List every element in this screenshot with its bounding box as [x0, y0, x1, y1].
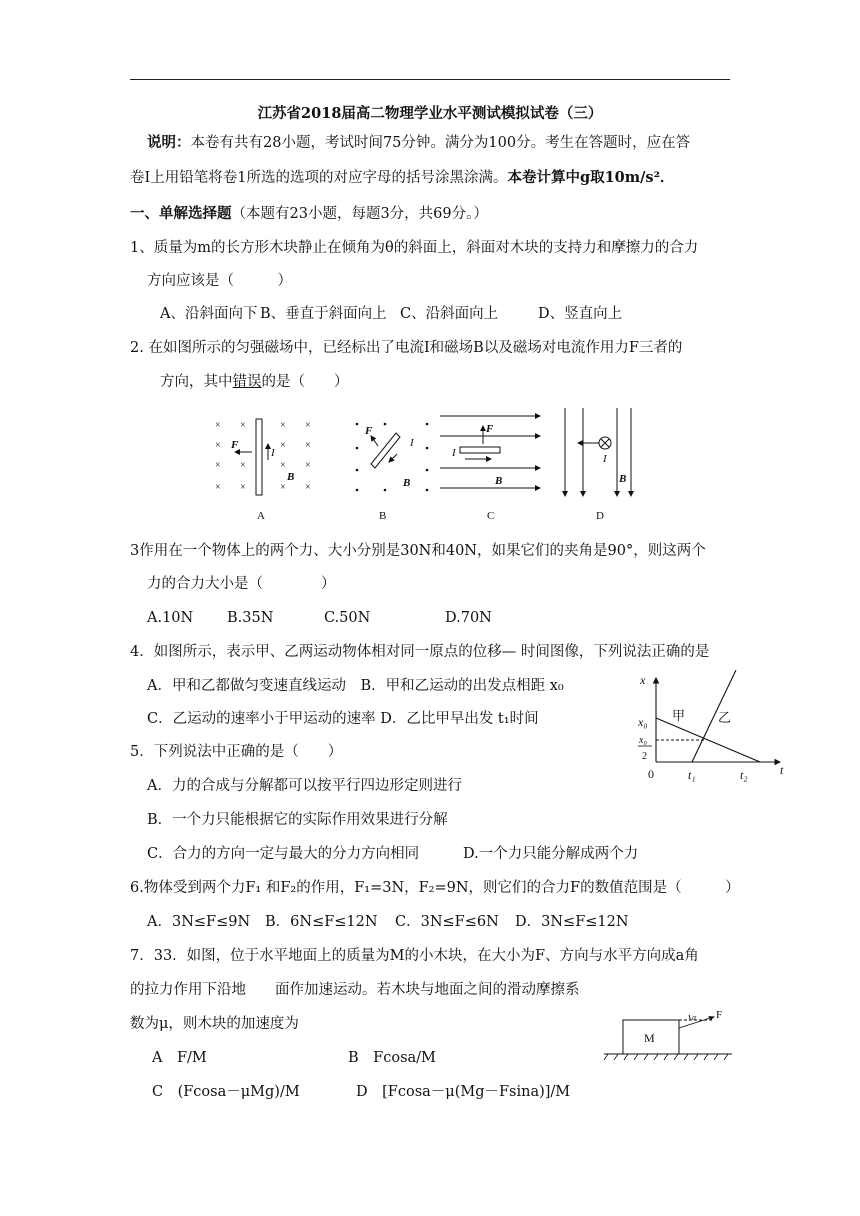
- q4-stem-1: 4．如图所示，表示甲、乙两运动物体相对同一原点的位移— 时间图像，下列说法正确的是: [130, 644, 710, 660]
- svg-text:×: ×: [240, 482, 246, 493]
- q3-option-d: D.70N: [445, 610, 492, 626]
- section-title: 一、单解选择题: [130, 205, 232, 222]
- q2-d-i: I: [603, 453, 607, 465]
- q2-a-i: I: [271, 447, 275, 459]
- q1-option-b: B、垂直于斜面向上: [260, 306, 387, 322]
- q2-c-f: F: [486, 423, 494, 435]
- q4-label-jia: 甲: [672, 708, 686, 723]
- q5-option-c: C．合力的方向一定与最大的分力方向相同: [147, 846, 420, 862]
- svg-text:×: ×: [280, 420, 286, 431]
- q7-stem-2: 的拉力作用下沿地 面作加速运动。若木块与地面之间的滑动摩擦系: [130, 982, 580, 998]
- q5-option-b: B．一个力只能根据它的实际作用效果进行分解: [147, 812, 448, 828]
- q5-option-a: A．力的合成与分解都可以按平行四边形定则进行: [147, 778, 462, 794]
- q2-stem-1: 2. 在如图所示的匀强磁场中，已经标出了电流I和磁场B以及磁场对电流作用力F三者的: [130, 340, 683, 356]
- q7-label-m: M: [644, 1031, 655, 1045]
- svg-text:×: ×: [280, 460, 286, 471]
- q4-label-t1: t₁: [688, 768, 696, 782]
- q7-option-c: C (Fcosa－μMg)/M: [152, 1084, 300, 1100]
- section-note: （本题有23小题，每题3分，共69分。）: [231, 206, 488, 222]
- q4-xt-graph: [632, 670, 792, 788]
- q2-stem-2b: 的是（ ）: [261, 374, 349, 390]
- q4-label-half-num: x₀: [639, 735, 647, 746]
- svg-text:×: ×: [305, 420, 311, 431]
- q2-stem-2a: 方向，其中: [160, 374, 233, 390]
- q4-label-x: x: [640, 673, 646, 687]
- page-title: 江苏省2018届高二物理学业水平测试模拟试卷（三）: [257, 105, 603, 122]
- q3-option-a: A.10N: [147, 610, 194, 626]
- q3-stem-2: 力的合力大小是（ ）: [147, 576, 336, 592]
- q2-figures: [205, 404, 635, 526]
- q6-option-b: B．6N≤F≤12N: [265, 914, 378, 930]
- q7-block-figure: [600, 1010, 735, 1062]
- svg-text:×: ×: [215, 420, 221, 431]
- svg-text:×: ×: [305, 440, 311, 451]
- q3-option-c: C.50N: [324, 610, 371, 626]
- q7-option-a: A F/M: [152, 1050, 207, 1066]
- q3-option-b: B.35N: [227, 610, 274, 626]
- q2-c-b: B: [495, 475, 503, 487]
- q4-label-origin: 0: [648, 767, 654, 781]
- svg-text:×: ×: [280, 482, 286, 493]
- svg-text:×: ×: [240, 420, 246, 431]
- q1-option-a: A、沿斜面向下: [160, 306, 258, 322]
- q2-label-c: C: [487, 510, 495, 522]
- intro-line-2: [130, 168, 674, 188]
- svg-text:×: ×: [280, 440, 286, 451]
- q5-options-cd: [147, 844, 638, 864]
- q1-option-c: C、沿斜面向上: [400, 306, 499, 322]
- q2-c-i: I: [452, 447, 456, 459]
- svg-text:×: ×: [240, 460, 246, 471]
- q2-underline-word: 错误: [232, 374, 262, 390]
- q7-label-f: F: [716, 1010, 723, 1021]
- q7-label-alpha: α: [692, 1013, 697, 1022]
- q4-label-t2: t₂: [740, 768, 748, 782]
- svg-text:×: ×: [215, 482, 221, 493]
- q3-stem-1: 3作用在一个物体上的两个力、大小分别是30N和40N，如果它们的夹角是90°，则这两个: [130, 543, 706, 559]
- q2-label-d: D: [596, 510, 604, 522]
- svg-text:×: ×: [215, 440, 221, 451]
- q7-stem-3: 数为μ，则木块的加速度为: [130, 1016, 299, 1032]
- q2-figure-a: [215, 419, 311, 522]
- q2-figure-c: [440, 416, 540, 522]
- q2-figure-b: [356, 423, 429, 522]
- q5-option-d: D.一个力只能分解成两个力: [463, 846, 639, 862]
- q4-label-t: t: [780, 763, 784, 777]
- intro-g-note: 本卷计算中g取10m/s²．: [507, 169, 675, 186]
- q2-a-b: B: [287, 471, 295, 483]
- q2-a-f: F: [231, 439, 239, 451]
- q1-stem-2: 方向应该是（ ）: [147, 273, 292, 289]
- q6-stem: 6.物体受到两个力F₁ 和F₂的作用，F₁=3N，F₂=9N，则它们的合力F的数值范围是（ ）: [130, 880, 740, 896]
- q1-option-d: D、竖直向上: [538, 306, 623, 322]
- q4-label-x0: x₀: [638, 715, 648, 729]
- q6-option-d: D．3N≤F≤12N: [515, 914, 629, 930]
- q1-stem-1: 1、质量为m的长方形木块静止在倾角为θ的斜面上，斜面对木块的支持力和摩擦力的合力: [130, 240, 699, 256]
- q7-option-d: D [Fcosa－μ(Mg－Fsina)]/M: [356, 1084, 571, 1100]
- q5-stem: 5．下列说法中正确的是（ ）: [130, 744, 343, 760]
- intro-text-2: 卷Ⅰ上用铅笔将卷1所选的选项的对应字母的括号涂黑涂满。: [130, 170, 508, 186]
- q2-b-f: F: [365, 425, 373, 437]
- q7-options-ab: [152, 1048, 436, 1068]
- q4-options-cd: C．乙运动的速率小于甲运动的速率 D．乙比甲早出发 t₁时间: [147, 711, 539, 727]
- intro-text-1: 本卷有共有28小题，考试时间75分钟。满分为100分。考生在答题时，应在答: [190, 135, 691, 151]
- q7-options-cd: [152, 1082, 570, 1102]
- q2-stem-2: [160, 372, 349, 392]
- svg-text:×: ×: [305, 460, 311, 471]
- top-rule: [130, 79, 730, 80]
- q7-stem-1: 7．33．如图，位于水平地面上的质量为M的小木块，在大小为F、方向与水平方向成a角: [130, 948, 699, 964]
- q4-label-yi: 乙: [718, 710, 732, 725]
- intro-label: 说明：: [147, 134, 191, 151]
- q1-options: [160, 304, 622, 324]
- q4-label-half-den: 2: [642, 751, 647, 762]
- svg-text:×: ×: [305, 482, 311, 493]
- q2-label-b: B: [379, 510, 387, 522]
- q2-label-a: A: [257, 510, 265, 522]
- q4-options-ab: A．甲和乙都做匀变速直线运动 B．甲和乙运动的出发点相距 x₀: [147, 678, 564, 694]
- q7-option-b: B Fcosa/M: [348, 1050, 436, 1066]
- q2-figure-d: [565, 408, 631, 522]
- q2-b-i: I: [410, 437, 414, 449]
- intro-line-1: [147, 133, 690, 153]
- q6-option-a: A．3N≤F≤9N: [147, 914, 251, 930]
- section-heading: [130, 204, 488, 224]
- q3-options: [147, 608, 492, 628]
- q6-options: [147, 912, 629, 932]
- q6-option-c: C．3N≤F≤6N: [395, 914, 499, 930]
- svg-text:×: ×: [215, 460, 221, 471]
- q2-b-b: B: [403, 477, 411, 489]
- q2-d-b: B: [619, 473, 627, 485]
